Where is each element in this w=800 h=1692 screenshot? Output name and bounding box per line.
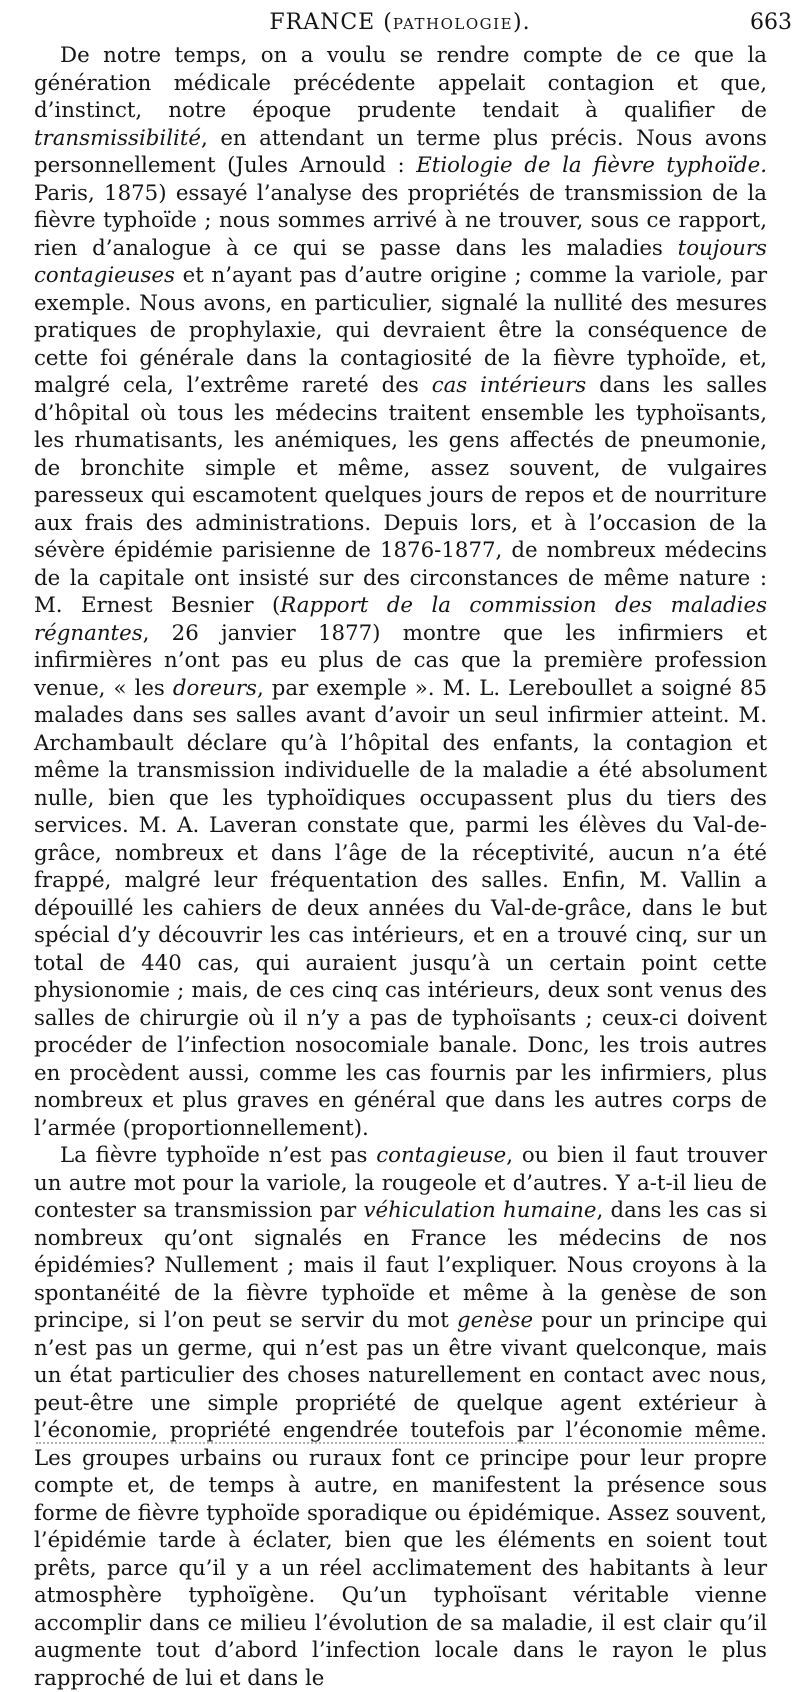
italic-run: genèse [456, 1308, 534, 1333]
text-run: , dans les cas si nombreux qu’ont signalés en France les médecins de nos épidémies? Nullement ; mais il faut l’expliquer. Nous croyons à la spontanéité de la fièvre typhoïde et même à la genèse de son principe, si l’on peut se servir du mot [34, 1198, 767, 1333]
text-run: et n’ayant pas d’autre origine ; comme la variole, par exemple. Nous avons, en particulier, signalé la nullité des mesures pratiques de prophylaxie, qui devraient être la conséquence de cette foi générale dans la contagiosité de la fièvre typhoïde, et, malgré cela, l’extrême rareté des [34, 263, 767, 398]
running-title-smallcaps: PATHOLOGIE [392, 15, 514, 33]
text-run: , par exemple ». M. L. Lereboullet a soigné 85 malades dans ses salles avant d’avoir un seul infirmier atteint. M. Archambault déclare qu’à l’hôpital des enfants, la contagion et même la transmission individuelle de la maladie a été absolument nulle, bien que les typhoïdiques occupassent plus du tiers des services. M. A. Laveran constate que, parmi les élèves du Val-de-grâce, nombreux et dans l’âge de la réceptivité, aucun n’a été frappé, malgré leur fréquentation des salles. Enfin, M. Vallin a dépouillé les cahiers de deux années du Val-de-grâce, dans le but spécial d’y découvrir les cas intérieurs, et en a trouvé cinq, sur un total de 440 cas, qui auraient jusqu’à un certain point cette physionomie ; mais, de ces cinq cas intérieurs, deux sont venus des salles de chirurgie où il n’y a pas de typhoïsants ; ceux-ci doivent procéder de l’infection nosocomiale banale. Donc, les trois autres en procèdent aussi, comme les cas fournis par les infirmiers, plus nombreux et plus graves en général que dans les autres corps de l’armée (proportionnellement). [34, 675, 767, 1141]
text-run: , en attendant un terme plus précis. Nous avons personnellement (Jules Arnould : [34, 125, 767, 178]
italic-run: véhiculation humaine [363, 1198, 597, 1223]
text-run: , 26 janvier 1877) montre que les infirmiers et infirmières n’ont pas eu plus de cas que la première profession venue, « les [34, 620, 767, 701]
paragraph [34, 42, 767, 1142]
italic-run: cas intérieurs [431, 373, 587, 398]
paragraph [34, 1142, 767, 1692]
italic-run: toujours contagieuses [34, 235, 767, 288]
text-run: Paris, 1875) essayé l’analyse des propriétés de transmission de la fièvre typhoïde ; nous sommes arrivé à ne trouver, sous ce rapport, rien d’analogue à ce qui se passe dans les maladies [34, 180, 767, 261]
running-title-main: FRANCE ( [269, 10, 393, 35]
footer-rule [36, 1442, 764, 1444]
text-run: La fièvre typhoïde n’est pas [60, 1143, 377, 1168]
running-title-end: ). [513, 10, 531, 35]
italic-run: Rapport de la commission des maladies régnantes [34, 593, 767, 646]
running-title [0, 10, 800, 35]
page-number: 663 [750, 10, 792, 35]
italic-run: contagieuse [376, 1143, 507, 1168]
italic-run: transmissibilité [34, 125, 201, 151]
italic-run: Etiologie de la fièvre typhoïde. [416, 153, 767, 178]
text-run: , ou bien il faut trouver un autre mot pour la variole, la rougeole et d’autres. Y a-t-il lieu de contester sa transmission par [34, 1143, 767, 1223]
text-run: De notre temps, on a voulu se rendre compte de ce que la génération médicale précédente appelait contagion et que, d’instinct, notre époque prudente tendait à qualifier de [34, 43, 767, 123]
running-header [0, 4, 800, 40]
body-text [34, 42, 767, 1692]
text-run: pour un principe qui n’est pas un germe, qui n’est pas un être vivant quelconque, mais un état particulier des choses naturellement en contact avec nous, peut-être une simple propriété de quelque agent extérieur à l’économie, propriété engendrée toutefois par l’économie même. Les groupes urbains ou ruraux font ce principe pour leur propre compte et, de temps à autre, en manifestent la présence sous forme de fièvre typhoïde sporadique ou épidémique. Assez souvent, l’épidémie tarde à éclater, bien que les éléments en soient tout prêts, parce qu’il y a un réel acclimatement des habitants à leur atmosphère typhoïgène. Qu’un typhoïsant véritable vienne accomplir dans ce milieu l’évolution de sa maladie, il est clair qu’il augmente tout d’abord l’infection locale dans le rayon le plus rapproché de lui et dans le [34, 1308, 767, 1691]
italic-run: doreurs [172, 675, 257, 701]
text-run: dans les salles d’hôpital où tous les médecins traitent ensemble les typhoïsants, les rhumatisants, les anémiques, les gens affectés de pneumonie, de bronchite simple et même, assez souvent, de vulgaires paresseux qui escamotent quelques jours de repos et de nourriture aux frais des administrations. Depuis lors, et à l’occasion de la sévère épidémie parisienne de 1876-1877, de nombreux médecins de la capitale ont insisté sur des circonstances de même nature : M. Ernest Besnier ( [34, 373, 768, 618]
